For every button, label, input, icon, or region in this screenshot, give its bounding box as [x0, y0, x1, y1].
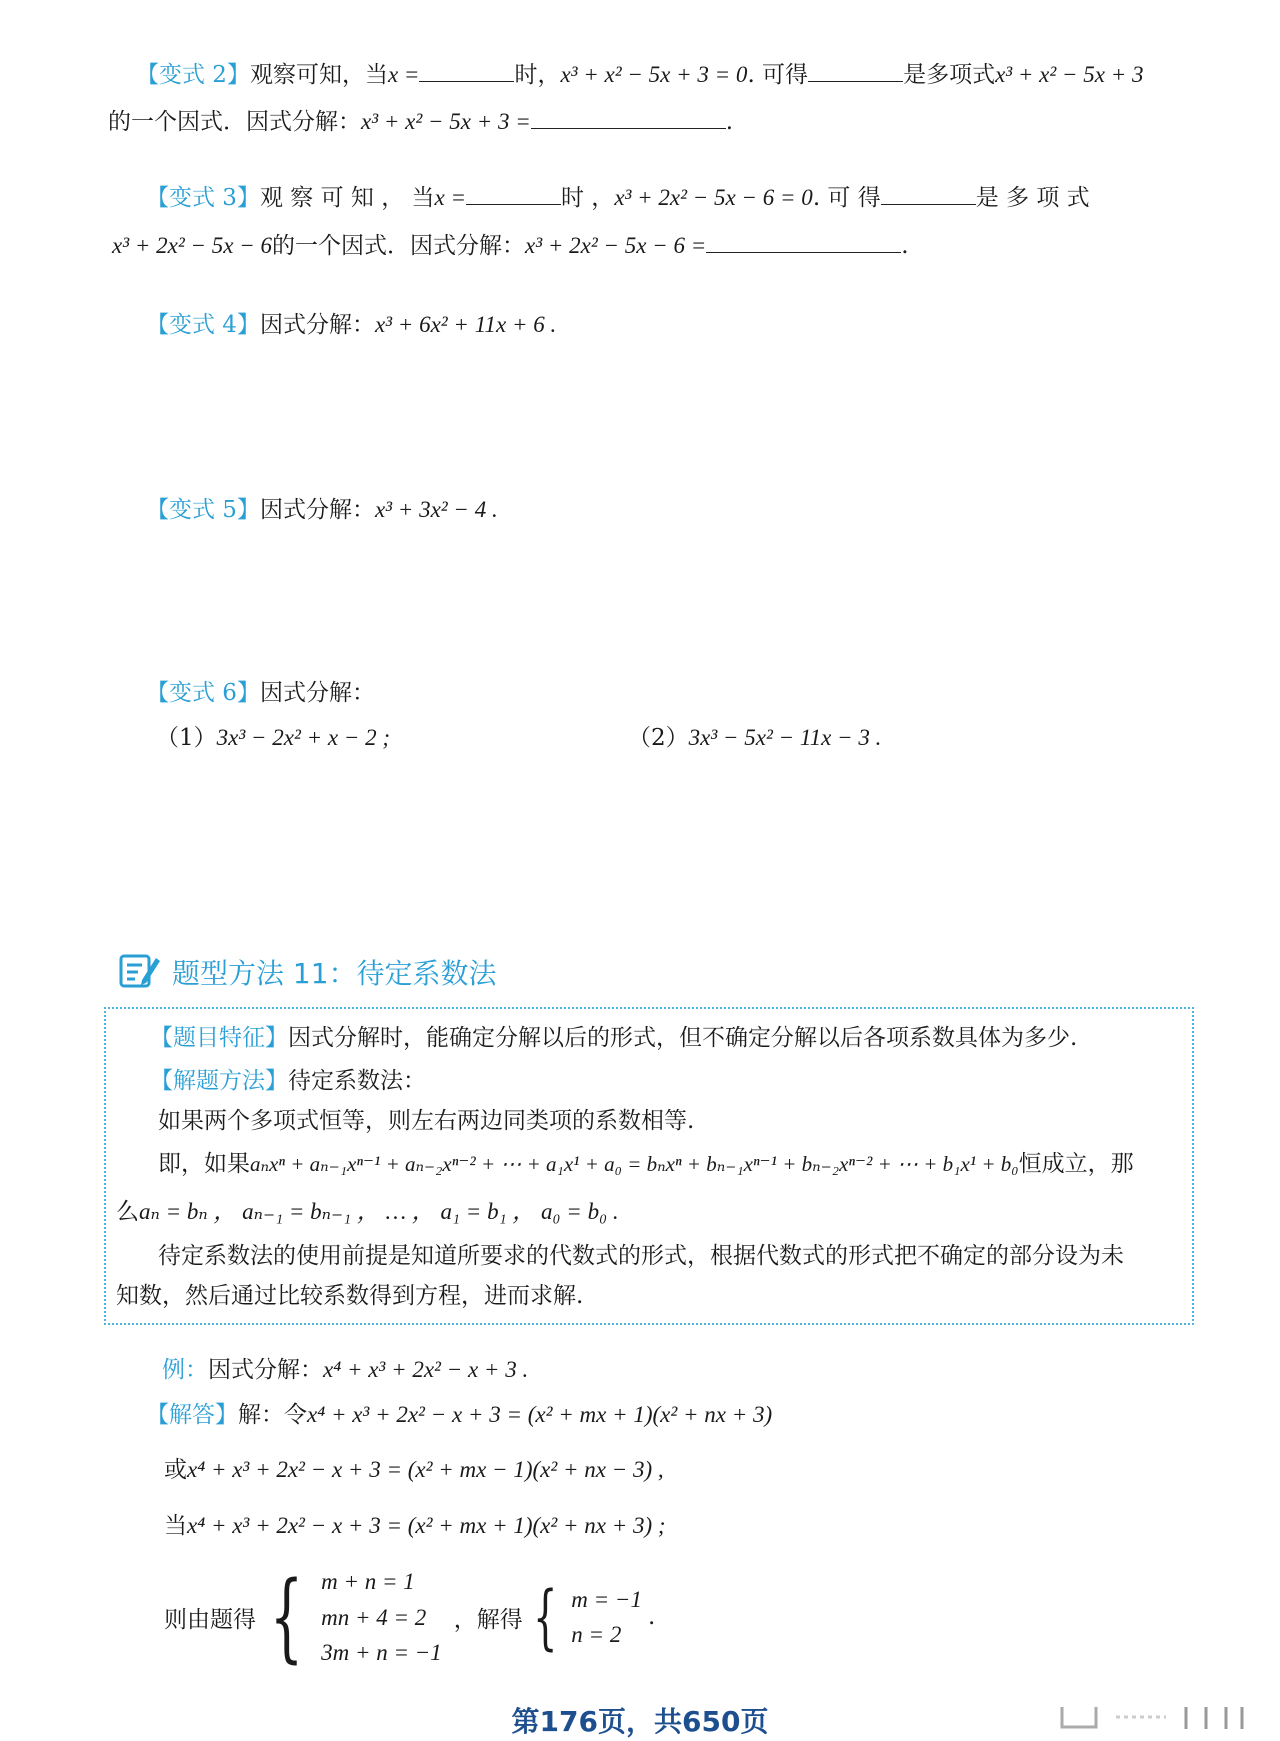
section-title: 题型方法 11：待定系数法 [172, 957, 497, 990]
box-tag-feature: 【题目特征】 [150, 1025, 288, 1051]
box-line-6 [158, 1237, 1124, 1270]
v3-blank-1[interactable] [466, 181, 561, 205]
v6-p1-math: 3x³ − 2x² + x − 2 ; [216, 725, 391, 750]
box-math-4: aₙxⁿ + aₙ₋₁xⁿ⁻¹ + aₙ₋₂xⁿ⁻² + ⋯ + a₁x¹ + a₀ = bₙxⁿ + bₙ₋₁xⁿ⁻¹ + bₙ₋₂xⁿ⁻² + ⋯ + b₁x¹ + b₀ [250, 1152, 1019, 1176]
box-text-5a: 么 [116, 1199, 139, 1225]
box-text-1: 因式分解时，能确定分解以后的形式，但不确定分解以后各项系数具体为多少. [288, 1025, 1078, 1051]
solution-line-1 [146, 1395, 772, 1435]
box-line-2 [150, 1062, 426, 1095]
box-text-6: 待定系数法的使用前提是知道所要求的代数式的形式，根据代数式的形式把不确定的部分设为未 [158, 1243, 1124, 1269]
box-tag-method: 【解题方法】 [150, 1068, 288, 1094]
variant-3-line2: x³ + 2x² − 5x − 6的一个因式．因式分解：x³ + 2x² − 5x − 6 = . [112, 226, 909, 266]
example-math: x⁴ + x³ + 2x² − x + 3 . [323, 1357, 529, 1382]
solution-text-2: 或 [164, 1457, 187, 1483]
v3-blank-2[interactable] [881, 181, 976, 205]
system-2-eq-2: n = 2 [571, 1622, 622, 1648]
v4-math: x³ + 6x² + 11x + 6 . [374, 312, 557, 337]
box-line-4 [158, 1145, 1134, 1178]
system-1-eq-2: mn + 4 = 2 [321, 1604, 427, 1630]
v3-text-f: 是 多 项 式 [975, 185, 1090, 211]
v2-blank-1[interactable] [419, 58, 514, 82]
v2-math-b: x = [387, 62, 420, 87]
v6-text: 因式分解： [259, 680, 375, 706]
variant-5 [146, 490, 498, 530]
box-line-1 [150, 1019, 1077, 1052]
v2-text-h: 的一个因式．因式分解： [108, 109, 361, 135]
method-box [104, 1007, 1194, 1325]
solution-math-1: x⁴ + x³ + 2x² − x + 3 = (x² + mx + 1)(x² + nx + 3) [307, 1402, 773, 1427]
variant-2-tag: 【变式 2】 [136, 62, 250, 88]
example-text: 因式分解： [208, 1357, 323, 1383]
section-heading [118, 950, 497, 994]
v6-p2-label: （2） [628, 725, 689, 751]
box-line-7 [116, 1277, 583, 1310]
box-text-7: 知数，然后通过比较系数得到方程，进而求解. [116, 1283, 584, 1309]
variant-6 [146, 674, 375, 713]
solution-line-2 [164, 1450, 664, 1490]
v2-math-d: x³ + x² − 5x + 3 = 0 [560, 62, 748, 87]
example-question [162, 1350, 528, 1390]
variant-4 [146, 305, 556, 345]
solution-line-3 [164, 1506, 666, 1546]
solution-text-4c: . [647, 1604, 656, 1631]
v3-math-d: x³ + 2x² − 5x − 6 = 0 [614, 185, 813, 210]
left-brace-2: { [532, 1576, 558, 1659]
variant-3 [146, 178, 1090, 218]
variant-2-line2: 的一个因式．因式分解：x³ + x² − 5x + 3 = . [108, 102, 733, 142]
box-math-5: aₙ = bₙ ， aₙ₋₁ = bₙ₋₁ ， … ， a₁ = b₁ ， a₀ = b₀ . [139, 1199, 619, 1224]
solution-math-2: x⁴ + x³ + 2x² − x + 3 = (x² + mx − 1)(x² + nx − 3) , [187, 1457, 664, 1482]
system-2 [571, 1582, 642, 1653]
system-1-eq-1: m + n = 1 [321, 1569, 415, 1594]
v3-text-c: 时 ， [561, 185, 615, 211]
v2-math-g: x³ + x² − 5x + 3 [995, 62, 1144, 87]
system-2-eq-1: m = −1 [571, 1586, 642, 1612]
left-brace-1: { [269, 1561, 304, 1674]
v2-text-e: . 可得 [747, 62, 809, 88]
v5-math: x³ + 3x² − 4 . [374, 497, 498, 522]
answer-tag: 【解答】 [146, 1402, 238, 1428]
v2-blank-2[interactable] [808, 58, 903, 82]
v3-math-i: x³ + 2x² − 5x − 6 = [524, 233, 707, 258]
v3-text-e: . 可 得 [812, 185, 881, 211]
v6-p1-label: （1） [156, 725, 217, 751]
example-tag: 例： [162, 1357, 208, 1383]
system-1-eq-3: 3m + n = −1 [321, 1640, 442, 1666]
v3-text-h: 的一个因式．因式分解： [271, 233, 525, 259]
variant-6-tag: 【变式 6】 [146, 680, 260, 706]
variant-5-tag: 【变式 5】 [146, 497, 260, 523]
variant-2 [136, 55, 1144, 95]
solution-text-3: 当 [164, 1513, 187, 1539]
solution-math-3: x⁴ + x³ + 2x² − x + 3 = (x² + mx + 1)(x² + nx + 3) ; [187, 1513, 666, 1538]
equation-system-row [164, 1561, 656, 1674]
v3-blank-3[interactable] [706, 229, 901, 253]
v3-text-a: 观 察 可 知 ， 当 [259, 185, 435, 211]
pencil-notebook-icon [118, 950, 162, 994]
v3-math-g: x³ + 2x² − 5x − 6 [112, 233, 272, 258]
box-line-5 [116, 1193, 619, 1226]
v3-math-b: x = [434, 185, 466, 210]
v2-math-i: x³ + x² − 5x + 3 = [361, 109, 531, 134]
box-line-3 [158, 1102, 694, 1135]
v2-text-f: 是多项式 [903, 62, 996, 88]
box-text-4b: 恒成立，那 [1018, 1151, 1134, 1177]
v2-text-c: 时， [514, 62, 561, 88]
variant-6-part1 [156, 718, 390, 758]
solution-text-4a: 则由题得 [164, 1606, 256, 1633]
variant-6-part2 [628, 718, 881, 758]
footer-decoration-icon [1056, 1703, 1256, 1733]
box-text-2: 待定系数法： [288, 1068, 426, 1094]
solution-text-4b: ，解得 [453, 1606, 523, 1633]
variant-4-tag: 【变式 4】 [146, 312, 260, 338]
variant-3-tag: 【变式 3】 [146, 185, 260, 211]
page-footer: 第176页，共650页 [511, 1705, 769, 1738]
box-text-4a: 即，如果 [158, 1151, 250, 1177]
solution-text-1: 解：令 [238, 1402, 307, 1428]
v6-p2-math: 3x³ − 5x² − 11x − 3 . [688, 725, 882, 750]
v2-text-a: 观察可知，当 [249, 62, 388, 88]
v5-text: 因式分解： [259, 497, 375, 523]
v2-blank-3[interactable] [531, 105, 726, 129]
box-text-3: 如果两个多项式恒等，则左右两边同类项的系数相等. [158, 1108, 695, 1134]
system-1 [321, 1564, 442, 1671]
v4-text: 因式分解： [259, 312, 375, 338]
